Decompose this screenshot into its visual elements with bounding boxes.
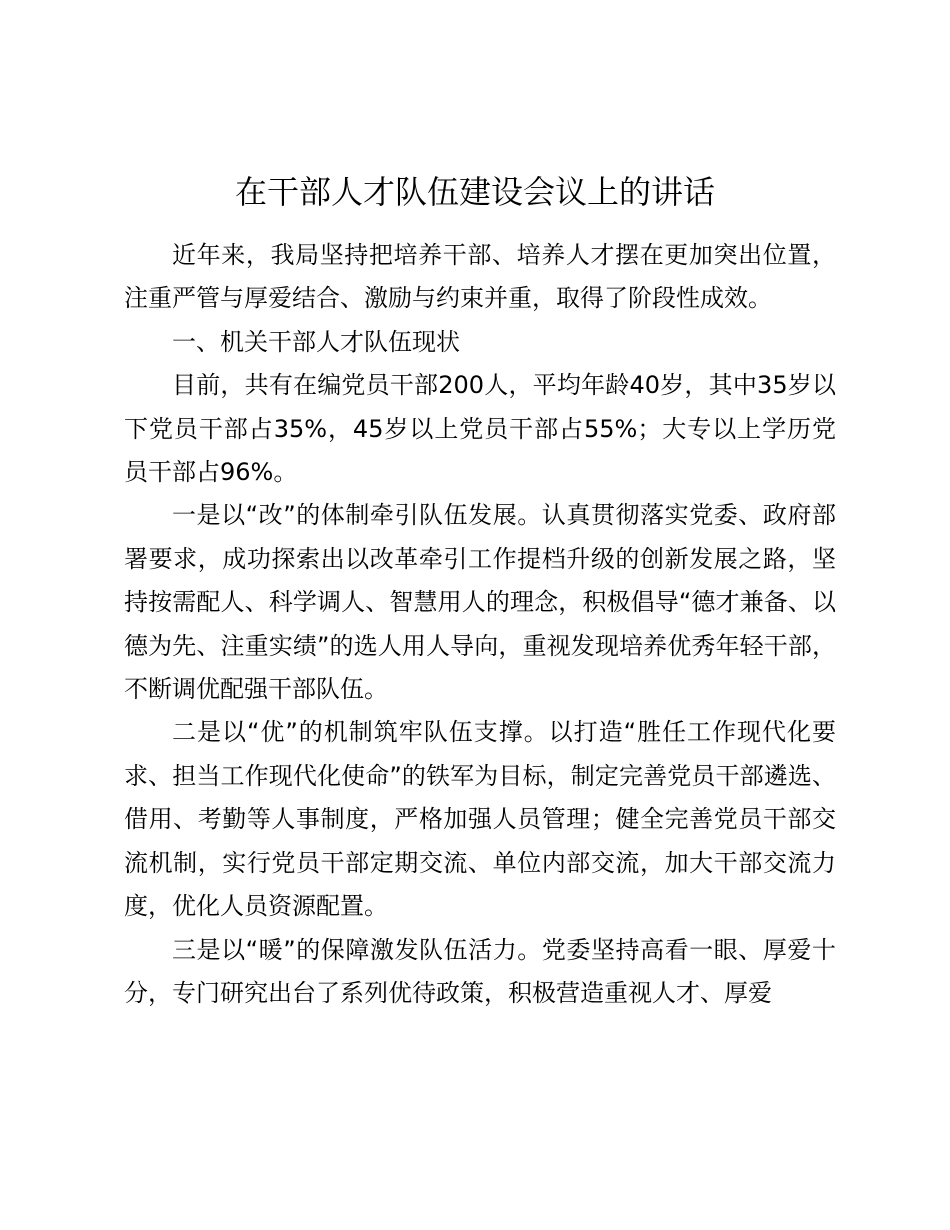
document-body [124, 234, 836, 1015]
paragraph-mechanism: 二是以“优”的机制筑牢队伍支撑。以打造“胜任工作现代化要求、担当工作现代化使命”的铁军为目标，制定完善党员干部遴选、借用、考勤等人事制度，严格加强人员管理；健全完善党员干部交流机制，实行党员干部定期交流、单位内部交流，加大干部交流力度，优化人员资源配置。 [124, 718, 836, 921]
paragraph-statistics: 目前，共有在编党员干部200人，平均年龄40岁，其中35岁以下党员干部占35%，45岁以上党员干部占55%；大专以上学历党员干部占96%。 [124, 371, 836, 487]
paragraph-reform: 一是以“改”的体制牵引队伍发展。认真贯彻落实党委、政府部署要求，成功探索出以改革牵引工作提档升级的创新发展之路，坚持按需配人、科学调人、智慧用人的理念，积极倡导“德才兼备、以德为先、注重实绩”的选人用人导向，重视发现培养优秀年轻干部，不断调优配强干部队伍。 [124, 501, 836, 704]
section-heading-status: 一、机关干部人才队伍现状 [172, 327, 460, 356]
paragraph-guarantee: 三是以“暖”的保障激发队伍活力。党委坚持高看一眼、厚爱十分，专门研究出台了系列优待政策，积极营造重视人才、厚爱 [124, 935, 836, 1007]
paragraph-intro: 近年来，我局坚持把培养干部、培养人才摆在更加突出位置，注重严管与厚爱结合、激励与约束并重，取得了阶段性成效。 [124, 241, 836, 313]
document-title: 在干部人才队伍建设会议上的讲话 [234, 173, 715, 211]
